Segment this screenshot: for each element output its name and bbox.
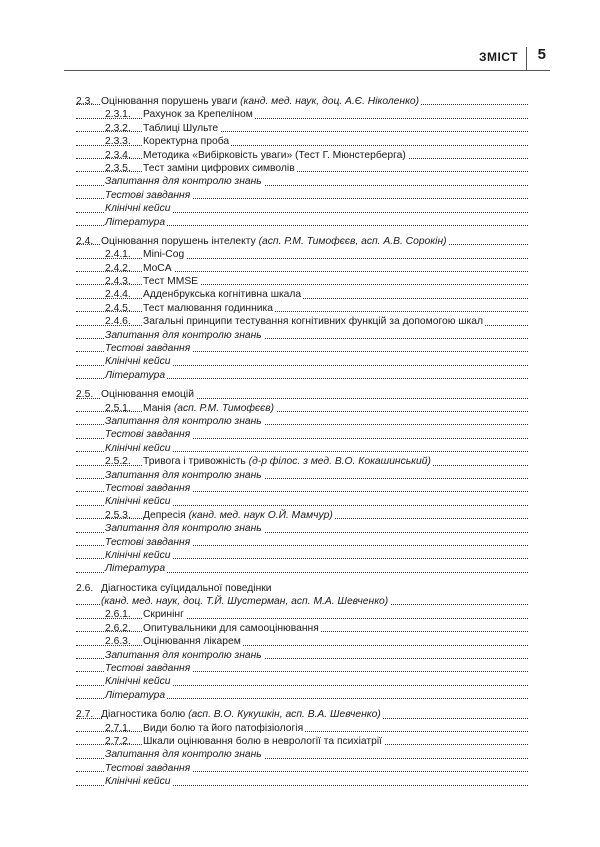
toc-extra-entry xyxy=(76,202,528,215)
subsection-title: Скринінг xyxy=(143,609,184,621)
section-title-wrap xyxy=(101,388,196,401)
subsection-number: 2.3.5. xyxy=(105,162,131,174)
toc-section-heading xyxy=(76,708,528,721)
toc-subsection xyxy=(76,722,528,735)
subsection-number: 2.5.2. xyxy=(105,456,131,468)
toc-extra-label: Література xyxy=(105,563,166,575)
section-title: Оцінювання порушень інтелекту xyxy=(101,235,256,247)
section-title: Оцінювання емоцій xyxy=(101,389,194,401)
toc-section-heading xyxy=(76,388,528,401)
subsection-title: Оцінювання лікарем xyxy=(143,636,241,648)
subsection-title-wrap xyxy=(143,509,335,522)
subsection-number: 2.5.3. xyxy=(105,509,131,521)
subsection-title: Депресія xyxy=(143,509,186,521)
subsection-title: Mini-Cog xyxy=(143,249,185,261)
toc-extra-entry xyxy=(76,216,528,229)
section-authors: (канд. мед. наук, доц. А.Є. Ніколенко) xyxy=(237,96,420,107)
toc-extra-label: Клінічні кейси xyxy=(105,496,171,508)
section-title: Діагностика суїцидальної поведінки xyxy=(101,582,272,594)
toc-extra-entry xyxy=(76,355,528,368)
subsection-title: Методика «Вибірковість уваги» (Тест Г. Мюнстерберга) xyxy=(143,149,406,161)
toc-section xyxy=(76,235,528,382)
subsection-number: 2.4.1. xyxy=(105,249,131,261)
subsection-number: 2.3.3. xyxy=(105,136,131,148)
toc-extra-entry xyxy=(76,175,528,188)
toc-extra-label: Література xyxy=(105,689,166,701)
toc-extra-entry xyxy=(76,495,528,508)
toc-subsection xyxy=(76,622,528,635)
toc-extra-label: Клінічні кейси xyxy=(105,776,171,788)
toc-extra-label: Тестові завдання xyxy=(105,189,191,201)
toc-extra-entry xyxy=(76,748,528,761)
toc-extra-label: Запитання для контролю знань xyxy=(105,469,262,481)
toc-section xyxy=(76,582,528,703)
toc-extra-label: Клінічні кейси xyxy=(105,356,171,368)
subsection-title: Загальні принципи тестування когнітивних функцій за допомогою шкал xyxy=(143,316,484,328)
page-header xyxy=(64,44,550,71)
toc-subsection xyxy=(76,735,528,748)
toc-subsection xyxy=(76,402,528,415)
toc-subsection xyxy=(76,262,528,275)
toc-subsection xyxy=(76,635,528,648)
subsection-number: 2.3.2. xyxy=(105,122,131,134)
subsection-number: 2.3.1. xyxy=(105,109,131,121)
section-authors: (канд. мед. наук, доц. Т.Й. Шустерман, асп. М.А. Шевченко) xyxy=(101,596,389,608)
toc-extra-label: Запитання для контролю знань xyxy=(105,176,262,188)
section-authors: (асп. В.О. Кукушкін, асп. В.А. Шевченко) xyxy=(185,709,381,721)
section-authors-line xyxy=(76,595,528,608)
section-title-wrap xyxy=(101,235,449,248)
subsection-number: 2.5.1. xyxy=(105,402,131,414)
toc-extra-label: Клінічні кейси xyxy=(105,549,171,561)
subsection-title: Коректурна проба xyxy=(143,136,230,148)
toc-extra-label: Література xyxy=(105,216,166,228)
toc-extra-entry xyxy=(76,428,528,441)
toc-extra-entry xyxy=(76,549,528,562)
toc-extra-label: Клінічні кейси xyxy=(105,203,171,215)
subsection-title: Тривога і тривожність xyxy=(143,456,246,468)
subsection-number: 2.4.6. xyxy=(105,316,131,328)
toc-extra-label: Клінічні кейси xyxy=(105,676,171,688)
subsection-title: Опитувальники для самооцінювання xyxy=(143,622,319,634)
subsection-title: Шкали оцінювання болю в неврології та психіатрії xyxy=(143,735,382,747)
toc-extra-label: Клінічні кейси xyxy=(105,442,171,454)
toc-section-heading xyxy=(76,582,528,595)
toc-extra-entry xyxy=(76,442,528,455)
subsection-title: Види болю та його патофізіологія xyxy=(143,722,304,734)
toc-extra-label: Запитання для контролю знань xyxy=(105,749,262,761)
subsection-number: 2.6.1. xyxy=(105,609,131,621)
toc-subsection xyxy=(76,455,528,468)
toc-extra-label: Тестові завдання xyxy=(105,343,191,355)
toc-extra-entry xyxy=(76,762,528,775)
toc-section-heading xyxy=(76,95,528,108)
toc-extra-label: Запитання для контролю знань xyxy=(105,329,262,341)
section-title-wrap xyxy=(101,708,383,721)
subsection-title: MoCA xyxy=(143,262,172,274)
toc-subsection xyxy=(76,288,528,301)
subsection-authors: (канд. мед. наук О.Й. Мамчур) xyxy=(185,509,333,521)
subsection-number: 2.4.3. xyxy=(105,276,131,288)
subsection-number: 2.4.2. xyxy=(105,262,131,274)
toc-extra-entry xyxy=(76,536,528,549)
toc-subsection xyxy=(76,509,528,522)
toc-extra-label: Тестові завдання xyxy=(105,663,191,675)
subsection-authors: (д-р філос. з мед. В.О. Кокашинський) xyxy=(245,456,431,468)
subsection-number: 2.3.4. xyxy=(105,149,131,161)
subsection-title: Адденбрукська когнітивна шкала xyxy=(143,289,302,301)
toc-extra-entry xyxy=(76,469,528,482)
toc-extra-label: Запитання для контролю знань xyxy=(105,523,262,535)
running-head-title: ЗМІСТ xyxy=(478,50,518,64)
toc-section xyxy=(76,388,528,575)
toc-section-heading xyxy=(76,235,528,248)
toc-extra-entry xyxy=(76,482,528,495)
toc-extra-label: Запитання для контролю знань xyxy=(105,649,262,661)
toc-subsection xyxy=(76,162,528,175)
table-of-contents xyxy=(76,95,528,795)
subsection-number: 2.6.2. xyxy=(105,622,131,634)
section-number: 2.4. xyxy=(76,235,94,247)
subsection-authors: (асп. Р.М. Тимофєєв) xyxy=(170,402,275,414)
toc-subsection xyxy=(76,302,528,315)
section-number: 2.5. xyxy=(76,389,94,401)
toc-subsection xyxy=(76,248,528,261)
toc-extra-label: Запитання для контролю знань xyxy=(105,415,262,427)
toc-section xyxy=(76,708,528,788)
subsection-title: Тест MMSE xyxy=(143,276,199,288)
toc-section xyxy=(76,95,528,229)
subsection-title-wrap xyxy=(143,455,433,468)
subsection-title: Рахунок за Крепеліном xyxy=(143,109,253,121)
toc-extra-entry xyxy=(76,562,528,575)
section-title: Діагностика болю xyxy=(101,709,186,721)
toc-extra-entry xyxy=(76,189,528,202)
section-number: 2.3. xyxy=(76,96,94,107)
toc-extra-entry xyxy=(76,775,528,788)
toc-extra-entry xyxy=(76,369,528,382)
subsection-number: 2.7.2. xyxy=(105,735,131,747)
section-title-wrap xyxy=(101,582,274,595)
subsection-number: 2.7.1. xyxy=(105,722,131,734)
subsection-title: Манія xyxy=(143,402,171,414)
toc-extra-entry xyxy=(76,415,528,428)
section-number: 2.7. xyxy=(76,709,94,721)
toc-subsection xyxy=(76,608,528,621)
subsection-title: Таблиці Шульте xyxy=(143,122,219,134)
toc-subsection xyxy=(76,315,528,328)
toc-extra-entry xyxy=(76,649,528,662)
toc-extra-entry xyxy=(76,675,528,688)
toc-extra-entry xyxy=(76,342,528,355)
toc-extra-label: Література xyxy=(105,369,166,381)
page-number: 5 xyxy=(537,46,546,63)
toc-subsection xyxy=(76,108,528,121)
toc-extra-entry xyxy=(76,329,528,342)
subsection-title: Тест заміни цифрових символів xyxy=(143,162,295,174)
toc-extra-label: Тестові завдання xyxy=(105,429,191,441)
toc-subsection xyxy=(76,149,528,162)
toc-extra-label: Тестові завдання xyxy=(105,482,191,494)
toc-extra-label: Тестові завдання xyxy=(105,762,191,774)
header-divider xyxy=(526,47,527,71)
subsection-number: 2.4.5. xyxy=(105,302,131,314)
subsection-title: Тест малювання годинника xyxy=(143,302,273,314)
subsection-number: 2.6.3. xyxy=(105,636,131,648)
toc-extra-entry xyxy=(76,522,528,535)
toc-extra-label: Тестові завдання xyxy=(105,536,191,548)
section-title: Оцінювання порушень уваги xyxy=(101,96,238,107)
section-number: 2.6. xyxy=(76,582,94,594)
section-authors: (асп. Р.М. Тимофєєв, асп. А.В. Сорокін) xyxy=(255,235,447,247)
toc-extra-entry xyxy=(76,689,528,702)
toc-subsection xyxy=(76,122,528,135)
subsection-title-wrap xyxy=(143,402,276,415)
section-title-wrap xyxy=(101,95,421,108)
toc-subsection xyxy=(76,135,528,148)
subsection-number: 2.4.4. xyxy=(105,289,131,301)
toc-extra-entry xyxy=(76,662,528,675)
toc-subsection xyxy=(76,275,528,288)
